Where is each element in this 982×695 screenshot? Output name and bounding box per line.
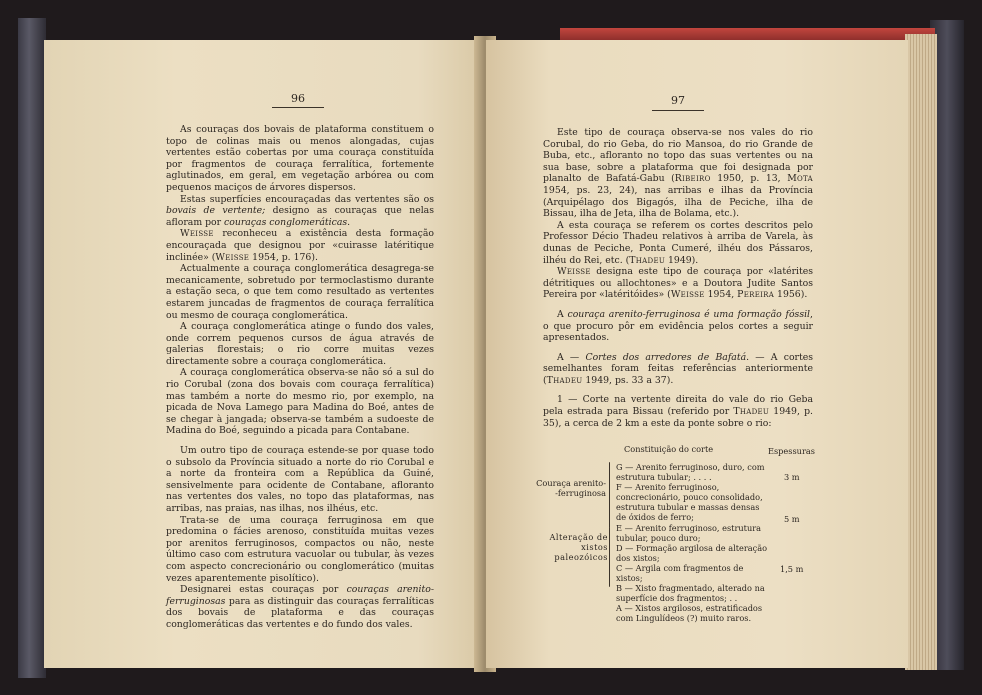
right-page-number: 97	[671, 94, 685, 107]
table-row: C — Argila com fragmentos de xistos;	[616, 562, 744, 584]
table-row: G — Arenito ferruginoso, duro, com estrutura tubular; . . . .	[616, 462, 765, 483]
thickness-value: 1,5 m	[780, 564, 804, 574]
paragraph: A esta couraça se referem os cortes descritos pelo Professor Décio Thadeu relativos à arriba de Varela, às dunas de Peciche, Ponta Cumeré, ilhéu dos Pássaros, ilhéu do Rei, etc. (Thadeu 1949).	[543, 219, 813, 266]
paragraph: 1 — Corte na vertente direita do vale do rio Geba pela estrada para Bissau (referido por Thadeu 1949, p. 35), a cerca de 2 km a este da ponte sobre o rio:	[543, 394, 813, 429]
brace-alteracao	[609, 527, 610, 587]
table-row: B — Xisto fragmentado, alterado na superfície dos fragmentos; . .	[616, 583, 765, 604]
paragraph: Weisse designa este tipo de couraça por «latérites détritiques ou allochtones» e a Doutora Judite Santos Pereira por «latéritóides» (Weisse 1954, Pereira 1956).	[543, 266, 813, 301]
paragraph: A — Cortes dos arredores de Bafatá. — A cortes semelhantes foram feitas referências anteriormente (Thadeu 1949, ps. 33 a 37).	[543, 351, 813, 386]
right-page-number-rule	[652, 110, 704, 111]
left-page-number-rule	[272, 107, 324, 108]
brace-couraca	[609, 462, 610, 528]
paragraph: Designarei estas couraças por couraças arenito-ferruginosas para as distinguir das couraças ferralíticas dos bovais de plataforma e das couraças conglomeráticas das vertentes e do fundo dos vales.	[166, 584, 434, 630]
paragraph: Trata-se de uma couraça ferruginosa em que predomina o fácies arenoso, constituída muitas vezes por arenitos ferruginosos, compactos ou não, neste último caso com estrutura vacuolar ou tubular, às vezes com aspecto concrecionário ou conglomerático (muitas vezes aparentemente pisolítico).	[166, 514, 434, 584]
table-row: E — Arenito ferruginoso, estrutura tubular, pouco duro;	[616, 522, 762, 543]
table-row: F — Arenito ferruginoso, concrecionário, pouco consolidado, estrutura tubular e massas densas de óxidos de ferro;	[616, 482, 763, 523]
table-row: A — Xistos argilosos, estratificados com Lingulídeos (?) muito raros.	[616, 603, 763, 624]
thickness-value: 5 m	[784, 514, 800, 524]
right-page-body	[543, 127, 813, 429]
group-label-alteracao: Alteração de xistos paleozóicos	[549, 532, 608, 563]
left-page-body	[166, 124, 434, 631]
group-label-couraca: Couraça arenito--ferruginosa	[536, 478, 606, 499]
paragraph: A couraça conglomerática observa-se não só a sul do rio Corubal (zona dos bovais com couraça ferralítica) mas também a norte do mesmo rio, por exemplo, na picada de Nova Lamego para Madina do Boé, antes de se chegar à jangada; observa-se também a sudoeste de Madina do Boé, seguindo a picada para Contabane.	[166, 367, 434, 437]
thickness-value: 3 m	[784, 472, 800, 482]
paragraph: Estas superfícies encouraçadas das vertentes são os bovais de vertente; designo as couraças que nelas afloram por couraças conglomeráticas.	[166, 193, 434, 228]
paragraph: A couraça conglomerática atinge o fundo dos vales, onde correm pequenos cursos de água através de galerias florestais; o rio corre muitas vezes directamente sobre a couraça conglomerática.	[166, 321, 434, 367]
table-header-section: Constituição do corte	[624, 444, 714, 454]
table-header-thickness: Espessuras	[768, 446, 815, 456]
paragraph: Este tipo de couraça observa-se nos vales do rio Corubal, do rio Geba, do rio Mansoa, do rio Grande de Buba, etc., afloranto no topo das suas vertentes ou na sua base, sobre a plataforma que foi designada por planalto de Bafatá-Gabu (Ribeiro 1950, p. 13, Mota 1954, ps. 23, 24), nas arribas e ilhas da Província (Arquipélago dos Bigagós, ilha de Peciche, ilha de Bissau, ilha de Jeta, ilha de Bolama, etc.).	[543, 127, 813, 220]
paragraph: Actualmente a couraça conglomerática desagrega-se mecanicamente, sobretudo por termoclastismo durante a estação seca, o que tem como resultado as vertentes estarem juncadas de fragmentos de couraça ferralítica ou mesmo de couraça conglomerática.	[166, 263, 434, 321]
paragraph: Weisse reconheceu a existência desta formação encouraçada que designou por «cuirasse latéritique inclinée» (Weisse 1954, p. 176).	[166, 228, 434, 263]
paragraph: Um outro tipo de couraça estende-se por quase todo o subsolo da Província situado a norte do rio Corubal e a norte da fronteira com a República da Guiné, sensivelmente para ocidente de Contabane, afloranto nas vertentes dos vales, no topo das plataformas, nas arribas, nas praias, nas ilhas, nos ilhéus, etc.	[166, 445, 434, 514]
paragraph: As couraças dos bovais de plataforma constituem o topo de colinas mais ou menos alongadas, cujas vertentes estão cobertas por uma couraça constituída por fragmentos de couraça ferralítica, fortemente aglutinados, em geral, em vegetação arbórea ou com pequenos maciços de árvores dispersos.	[166, 124, 434, 193]
paragraph: A couraça arenito-ferruginosa é uma formação fóssil, o que procuro pôr em evidência pelos cortes a seguir apresentados.	[543, 308, 814, 344]
page-stack-edge	[905, 34, 937, 670]
table-row: D — Formação argilosa de alteração dos xistos;	[616, 542, 768, 563]
book-cover-left-edge	[18, 18, 46, 678]
left-page-number: 96	[291, 92, 305, 105]
red-page-edge	[560, 28, 935, 40]
section-rows	[616, 462, 770, 624]
